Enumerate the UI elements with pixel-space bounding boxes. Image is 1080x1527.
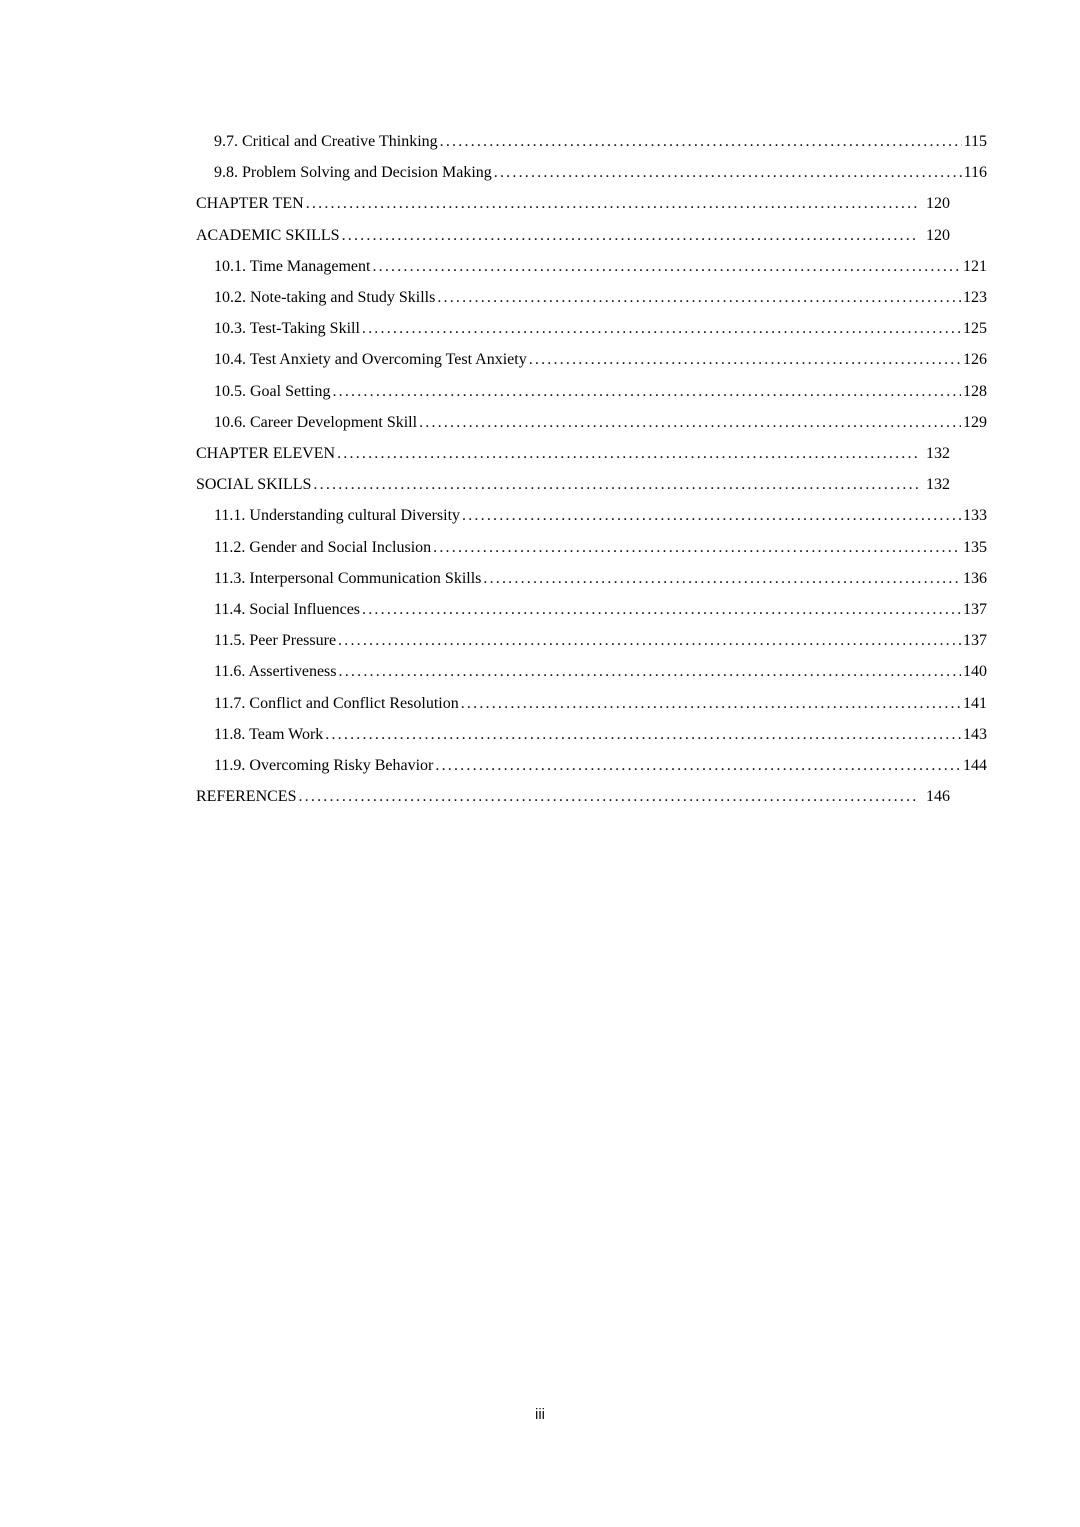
- toc-entry: [196, 282, 987, 313]
- toc-entry: [196, 188, 987, 219]
- toc-entry-page-number: 120: [926, 195, 950, 213]
- toc-entry-label: 11.3. Interpersonal Communication Skills: [214, 569, 482, 587]
- toc-entry-page-number: 136: [963, 569, 987, 587]
- toc-entry-label: 11.1. Understanding cultural Diversity: [214, 507, 461, 525]
- toc-entry: [196, 469, 987, 500]
- toc-entry-page-number: 146: [926, 788, 950, 806]
- dot-leader: [342, 220, 919, 251]
- toc-entry-page-number: 121: [963, 257, 987, 275]
- toc-entry-label: 11.7. Conflict and Conflict Resolution: [214, 694, 459, 712]
- toc-entry: [196, 438, 987, 469]
- dot-leader: [494, 157, 962, 188]
- toc-entry-label: 10.3. Test-Taking Skill: [214, 320, 360, 338]
- toc-entry-label: REFERENCES: [196, 788, 297, 806]
- toc-entry-page-number: 120: [926, 226, 950, 244]
- table-of-contents: [196, 126, 987, 812]
- dot-leader: [325, 719, 961, 750]
- toc-entry-label: CHAPTER ELEVEN: [196, 445, 336, 463]
- dot-leader: [362, 313, 961, 344]
- dot-leader: [461, 688, 961, 719]
- toc-entry: [196, 625, 987, 656]
- toc-entry: [196, 594, 987, 625]
- toc-entry-label: 9.7. Critical and Creative Thinking: [214, 133, 438, 150]
- dot-leader: [435, 750, 961, 781]
- toc-entry-page-number: 128: [963, 382, 987, 400]
- toc-entry: [196, 344, 987, 375]
- toc-entry: [196, 126, 987, 157]
- toc-entry-page-number: 132: [926, 476, 950, 494]
- toc-entry-page-number: 137: [963, 632, 987, 650]
- toc-entry-label: ACADEMIC SKILLS: [196, 226, 340, 244]
- dot-leader: [440, 126, 962, 157]
- toc-entry: [196, 220, 987, 251]
- toc-entry-page-number: 135: [963, 538, 987, 556]
- toc-entry-label: 9.8. Problem Solving and Decision Making: [214, 164, 492, 182]
- toc-entry: [196, 251, 987, 282]
- dot-leader: [338, 625, 961, 656]
- dot-leader: [332, 376, 961, 407]
- toc-entry: [196, 500, 987, 531]
- toc-entry-page-number: 133: [963, 507, 987, 525]
- toc-entry-label: CHAPTER TEN: [196, 195, 304, 213]
- dot-leader: [419, 407, 961, 438]
- dot-leader: [362, 594, 961, 625]
- dot-leader: [462, 500, 961, 531]
- toc-entry-page-number: 126: [963, 351, 987, 369]
- dot-leader: [339, 656, 961, 687]
- toc-entry-page-number: 137: [963, 601, 987, 619]
- toc-entry-page-number: 144: [963, 757, 987, 775]
- dot-leader: [529, 344, 961, 375]
- toc-entry: [196, 781, 987, 812]
- toc-entry: [196, 656, 987, 687]
- toc-entry-page-number: 132: [926, 445, 950, 463]
- toc-entry: [196, 750, 987, 781]
- toc-entry-label: 11.9. Overcoming Risky Behavior: [214, 757, 434, 775]
- toc-entry-label: SOCIAL SKILLS: [196, 476, 312, 494]
- dot-leader: [298, 781, 919, 812]
- toc-entry: [196, 563, 987, 594]
- page-number-footer: iii: [535, 1406, 545, 1423]
- toc-entry-label: 11.5. Peer Pressure: [214, 632, 337, 650]
- toc-entry-label: 11.2. Gender and Social Inclusion: [214, 538, 432, 556]
- toc-entry-page-number: 141: [963, 694, 987, 712]
- toc-entry-page-number: 123: [963, 289, 987, 307]
- toc-entry-label: 10.2. Note-taking and Study Skills: [214, 289, 436, 307]
- toc-entry-label: 11.8. Team Work: [214, 725, 324, 743]
- toc-entry: [196, 719, 987, 750]
- toc-entry: [196, 157, 987, 188]
- dot-leader: [372, 251, 961, 282]
- toc-entry-label: 11.6. Assertiveness: [214, 663, 337, 681]
- toc-entry-label: 10.1. Time Management: [214, 257, 371, 275]
- toc-entry-page-number: 140: [963, 663, 987, 681]
- dot-leader: [433, 532, 961, 563]
- toc-entry-label: 10.6. Career Development Skill: [214, 413, 418, 431]
- toc-entry-page-number: 116: [963, 164, 987, 182]
- toc-entry: [196, 532, 987, 563]
- dot-leader: [483, 563, 961, 594]
- dot-leader: [313, 469, 919, 500]
- dot-leader: [306, 188, 919, 219]
- toc-entry-label: 10.5. Goal Setting: [214, 382, 331, 400]
- toc-entry: [196, 688, 987, 719]
- toc-entry: [196, 376, 987, 407]
- toc-entry-page-number: 129: [963, 413, 987, 431]
- dot-leader: [437, 282, 961, 313]
- toc-entry-page-number: 143: [963, 725, 987, 743]
- toc-entry-page-number: 115: [963, 133, 987, 150]
- toc-entry: [196, 407, 987, 438]
- toc-entry-page-number: 125: [963, 320, 987, 338]
- toc-entry-label: 10.4. Test Anxiety and Overcoming Test Anxiety: [214, 351, 527, 369]
- toc-entry-label: 11.4. Social Influences: [214, 601, 361, 619]
- toc-entry: [196, 313, 987, 344]
- dot-leader: [337, 438, 919, 469]
